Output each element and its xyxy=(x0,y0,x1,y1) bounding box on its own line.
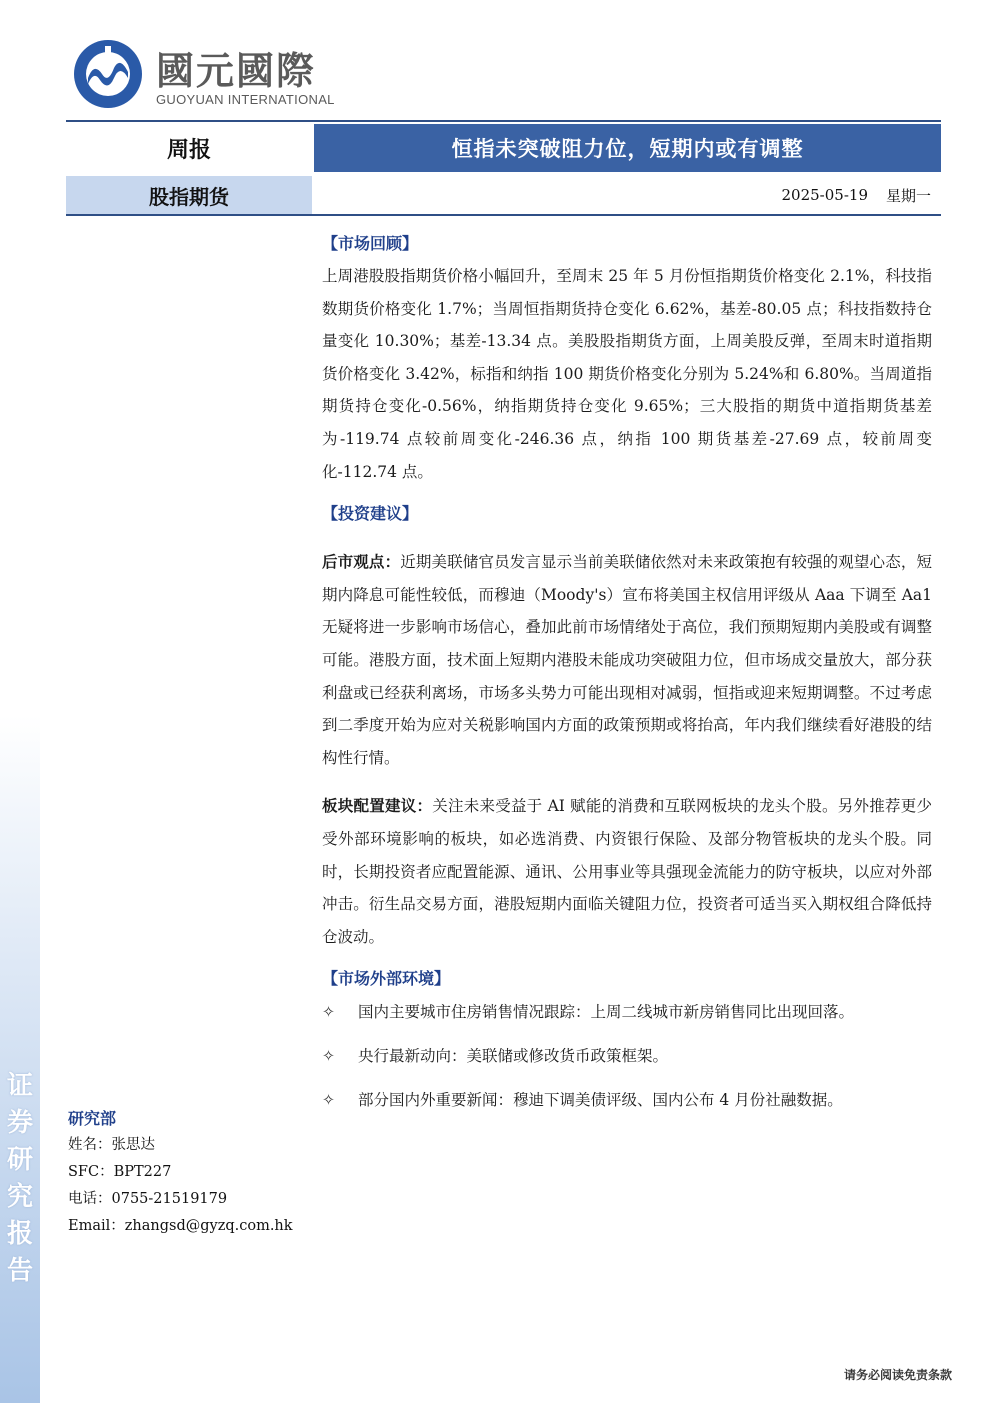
research-contact xyxy=(68,1106,308,1240)
diamond-bullet-icon: ✧ xyxy=(322,1047,335,1066)
report-date: 2025-05-19 xyxy=(781,186,868,204)
external-env-heading: 【市场外部环境】 xyxy=(322,969,451,989)
logo-name-en: GUOYUAN INTERNATIONAL xyxy=(156,92,335,107)
side-gradient-strip xyxy=(0,715,40,1403)
analyst-sfc: SFC：BPT227 xyxy=(68,1164,172,1180)
report-body xyxy=(322,228,932,1133)
sector-paragraph xyxy=(322,790,932,953)
bullet-text: 国内主要城市住房销售情况跟踪：上周二线城市新房销售同比出现回落。 xyxy=(358,1003,855,1022)
market-review-heading: 【市场回顾】 xyxy=(322,234,419,253)
company-logo xyxy=(72,38,372,118)
outlook-label: 后市观点： xyxy=(322,552,401,572)
report-title: 恒指未突破阻力位，短期内或有调整 xyxy=(314,124,941,172)
disclaimer-note[interactable]: 请务必阅读免责条款 xyxy=(843,1368,952,1382)
investment-advice-heading: 【投资建议】 xyxy=(322,504,419,524)
list-item xyxy=(322,1001,932,1023)
bullet-text: 部分国内外重要新闻：穆迪下调美债评级、国内公布 4 月份社融数据。 xyxy=(358,1091,843,1110)
diamond-bullet-icon: ✧ xyxy=(322,1091,335,1110)
analyst-name: 姓名：张思达 xyxy=(68,1137,155,1153)
side-label: 证券研究报告 xyxy=(6,1071,33,1286)
market-review-text: 上周港股股指期货价格小幅回升，至周末 25 年 5 月份恒指期货价格变化 2.1%，科技指数期货价格变化 1.7%；当周恒指期货持仓变化 6.62%，基差-80.05 点；科技指数持仓量变化 10.30%；基差-13.34 点。美股股指期货方面，上周美股反弹，至周末时道指期货价格变化 3.42%，标指和纳指 100 期货价格变化分别为 5.24%和 6.80%。当周道指期货持仓变化-0.56%，纳指期货持仓变化 9.65%；三大股指的期货中道指期货基差为-119.74 点较前周变化-246.36 点，纳指 100 期货基差-27.69 点，较前周变化-112.74 点。 xyxy=(322,267,932,481)
list-item xyxy=(322,1089,932,1111)
bullet-text: 央行最新动向：美联储或修改货币政策框架。 xyxy=(358,1047,669,1066)
report-date-line xyxy=(314,176,931,214)
header-rule-top xyxy=(66,120,941,122)
research-dept-title: 研究部 xyxy=(68,1109,117,1128)
logo-mark-icon xyxy=(72,38,144,110)
analyst-phone: 电话：0755-21519179 xyxy=(68,1191,228,1207)
outlook-text: 近期美联储官员发言显示当前美联储依然对未来政策抱有较强的观望心态，短期内降息可能性较低，而穆迪（Moody's）宣布将美国主权信用评级从 Aaa 下调至 Aa1 无疑将进一步影响市场信心，叠加此前市场情绪处于高位，我们预期短期内美股或有调整可能。港股方面，技术面上短期内港股未能成功突破阻力位，但市场成交量放大，部分获利盘或已经获利离场，市场多头势力可能出现相对减弱，恒指或迎来短期调整。不过考虑到二季度开始为应对关税影响国内方面的政策预期或将抬高，年内我们继续看好港股的结构性行情。 xyxy=(322,553,932,767)
diamond-bullet-icon: ✧ xyxy=(322,1003,335,1022)
report-type: 周报 xyxy=(166,136,211,163)
list-item xyxy=(322,1045,932,1067)
report-weekday: 星期一 xyxy=(885,186,931,205)
sector-label: 板块配置建议： xyxy=(322,796,433,816)
header-rule-bottom xyxy=(66,214,941,216)
report-category: 股指期货 xyxy=(66,176,312,214)
sector-text: 关注未来受益于 AI 赋能的消费和互联网板块的龙头个股。另外推荐更少受外部环境影响的板块，如必选消费、内资银行保险、及部分物管板块的龙头个股。同时，长期投资者应配置能源、通讯、公用事业等具强现金流能力的防守板块，以应对外部冲击。衍生品交易方面，港股短期内面临关键阻力位，投资者可适当买入期权组合降低持仓波动。 xyxy=(322,797,932,946)
outlook-paragraph xyxy=(322,546,932,774)
logo-name-cn: 國元國際 xyxy=(156,49,317,93)
analyst-email[interactable]: Email：zhangsd@gyzq.com.hk xyxy=(68,1218,293,1234)
